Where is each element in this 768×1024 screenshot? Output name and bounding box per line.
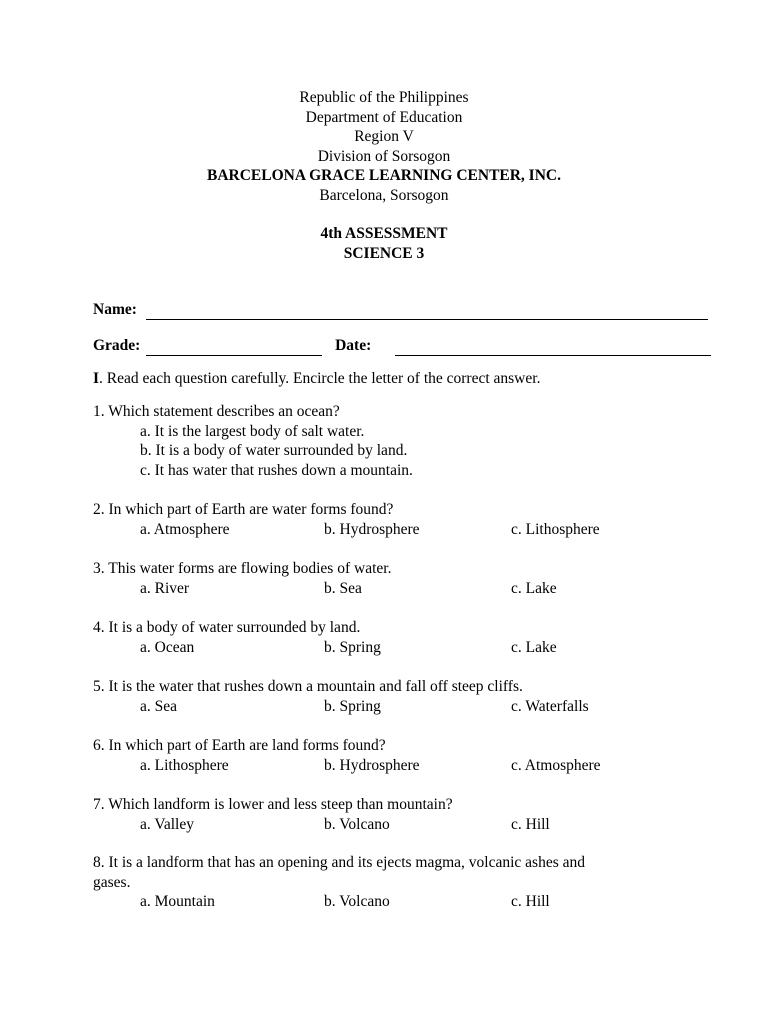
exam-subject: SCIENCE 3 [343, 245, 425, 262]
option-c[interactable]: c. Lake [511, 579, 557, 597]
option-c[interactable]: c. Waterfalls [511, 697, 589, 715]
grade-date-row [93, 336, 711, 358]
option-c[interactable]: c. It has water that rushes down a mountain. [140, 461, 413, 479]
header-country: Republic of the Philippines [299, 89, 469, 106]
option-c[interactable]: c. Lake [511, 638, 557, 656]
option-a[interactable]: a. Valley [140, 815, 194, 833]
name-row [93, 300, 708, 322]
option-a[interactable]: a. Mountain [140, 893, 215, 910]
question-stem: 5. It is the water that rushes down a mountain and fall off steep cliffs. [93, 678, 523, 695]
question-stem: 8. It is a landform that has an opening and its ejects magma, volcanic ashes and [93, 854, 585, 871]
question-8 [93, 853, 693, 912]
option-a[interactable]: a. Sea [140, 697, 178, 715]
options-row [93, 579, 693, 599]
grade-label: Grade: [93, 337, 141, 354]
question-stem: 1. Which statement describes an ocean? [93, 403, 340, 420]
options-row [93, 520, 693, 540]
header-division: Division of Sorsogon [317, 147, 451, 165]
option-b[interactable]: b. Spring [324, 638, 381, 656]
option-b[interactable]: b. Hydrosphere [324, 520, 420, 538]
option-b[interactable]: b. Volcano [324, 815, 390, 833]
exam-title-block [0, 224, 768, 264]
option-a[interactable]: a. It is the largest body of salt water. [140, 422, 365, 440]
option-b[interactable]: b. Spring [324, 697, 381, 715]
exam-title: 4th ASSESSMENT [320, 225, 448, 242]
options-row [93, 697, 693, 717]
question-4 [93, 618, 693, 657]
option-c[interactable]: c. Atmosphere [511, 756, 601, 774]
options-row [93, 638, 693, 658]
question-stem: 7. Which landform is lower and less steep than mountain? [93, 796, 453, 813]
option-a[interactable]: a. River [140, 579, 190, 597]
date-field[interactable] [395, 340, 711, 356]
options-row [93, 756, 693, 776]
question-6 [93, 736, 693, 775]
option-b[interactable]: b. It is a body of water surrounded by land. [140, 442, 408, 459]
grade-field[interactable] [146, 340, 322, 356]
name-label: Name: [93, 301, 137, 318]
instruction [93, 369, 540, 389]
question-stem: 2. In which part of Earth are water forms found? [93, 501, 394, 518]
option-c[interactable]: c. Lithosphere [511, 520, 600, 538]
option-a[interactable]: a. Ocean [140, 638, 195, 656]
question-5 [93, 677, 693, 716]
options-row [93, 815, 693, 835]
document-header [0, 88, 768, 205]
question-stem-continued: gases. [93, 873, 131, 891]
option-a[interactable]: a. Atmosphere [140, 520, 230, 538]
school-address: Barcelona, Sorsogon [319, 186, 449, 204]
header-region: Region V [354, 128, 414, 145]
question-stem: 3. This water forms are flowing bodies of water. [93, 560, 392, 577]
question-stem: 4. It is a body of water surrounded by land. [93, 619, 361, 636]
date-label: Date: [335, 337, 372, 354]
question-stem: 6. In which part of Earth are land forms found? [93, 737, 386, 754]
option-b[interactable]: b. Hydrosphere [324, 756, 420, 774]
options-row [93, 892, 693, 912]
question-1 [93, 402, 693, 480]
question-2 [93, 500, 693, 539]
header-department: Department of Education [305, 108, 463, 126]
name-field[interactable] [146, 304, 708, 320]
question-7 [93, 795, 693, 834]
school-name: BARCELONA GRACE LEARNING CENTER, INC. [207, 167, 561, 184]
instruction-text: . Read each question carefully. Encircle the letter of the correct answer. [99, 370, 541, 387]
option-b[interactable]: b. Sea [324, 579, 362, 597]
question-3 [93, 559, 693, 598]
part-number: I [93, 370, 100, 387]
option-c[interactable]: c. Hill [511, 815, 550, 833]
option-a[interactable]: a. Lithosphere [140, 756, 229, 774]
option-c[interactable]: c. Hill [511, 893, 550, 910]
option-b[interactable]: b. Volcano [324, 893, 390, 910]
